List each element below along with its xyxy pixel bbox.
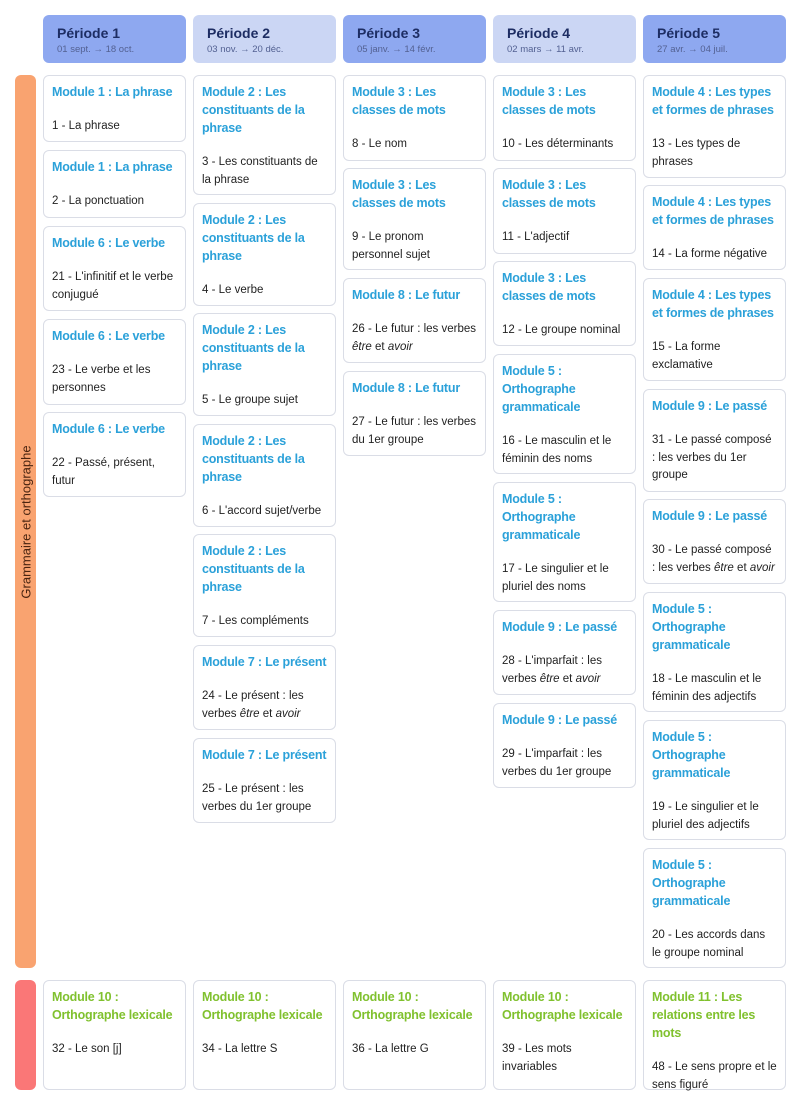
lesson-text: et (562, 672, 573, 685)
lesson-title (502, 136, 627, 154)
lesson-text: 28 - L'imparfait : les verbes (502, 655, 602, 685)
lesson-title (202, 282, 327, 300)
lesson-card[interactable] (493, 354, 636, 474)
lesson-card[interactable] (493, 261, 636, 346)
lesson-text: 48 - Le sens propre et le sens figuré (652, 1061, 777, 1091)
lesson-text: 12 - Le groupe nominal (502, 324, 621, 336)
period-name: Période 4 (507, 25, 571, 41)
lesson-text: 17 - Le singulier et le pluriel des noms (502, 563, 609, 593)
lesson-card[interactable] (43, 75, 186, 142)
period-header-5[interactable] (643, 15, 786, 63)
lesson-title (52, 362, 177, 397)
lesson-text: 15 - La forme exclamative (652, 341, 721, 371)
period-dates: 01 sept. → 18 oct. (57, 44, 135, 55)
lesson-title (352, 1041, 477, 1059)
period-name: Période 2 (207, 25, 271, 41)
module-title: Module 3 : Les classes de mots (352, 85, 446, 117)
lesson-title (202, 154, 327, 189)
module-title: Module 2 : Les constituants de la phrase (202, 544, 305, 594)
module-title: Module 10 : Orthographe lexicale (502, 990, 623, 1022)
module-title: Module 10 : Orthographe lexicale (52, 990, 173, 1022)
lesson-card[interactable] (643, 278, 786, 381)
lesson-text: 13 - Les types de phrases (652, 138, 741, 168)
module-title: Module 3 : Les classes de mots (502, 85, 596, 117)
lesson-card[interactable] (43, 150, 186, 218)
domain-bar-lexical (15, 980, 36, 1090)
period-name: Période 1 (57, 25, 121, 41)
lesson-title (652, 542, 777, 577)
lesson-title (502, 653, 627, 688)
lesson-card[interactable] (643, 185, 786, 270)
lesson-card[interactable] (193, 534, 336, 637)
lesson-title (652, 927, 777, 962)
lesson-text: 3 - Les constituants de la phrase (202, 156, 318, 186)
module-title: Module 1 : La phrase (52, 160, 173, 174)
lesson-text: 36 - La lettre G (352, 1043, 429, 1055)
module-title: Module 5 : Orthographe grammaticale (652, 730, 731, 780)
lesson-text: 25 - Le présent : les verbes du 1er groupe (202, 783, 312, 813)
lesson-text: 19 - Le singulier et le pluriel des adjectifs (652, 801, 759, 831)
module-title: Module 2 : Les constituants de la phrase (202, 85, 305, 135)
module-title: Module 5 : Orthographe grammaticale (652, 602, 731, 652)
period-name: Période 5 (657, 25, 721, 41)
module-title: Module 4 : Les types et formes de phrases (652, 288, 774, 320)
lesson-text: 27 - Le futur : les verbes du 1er groupe (352, 416, 477, 446)
lesson-title (652, 246, 777, 264)
lesson-title (652, 1059, 777, 1094)
lesson-card[interactable] (493, 980, 636, 1090)
lesson-card[interactable] (343, 980, 486, 1090)
module-title: Module 10 : Orthographe lexicale (352, 990, 473, 1022)
period-header-4[interactable] (493, 15, 636, 63)
lesson-card[interactable] (643, 389, 786, 492)
lesson-card[interactable] (43, 412, 186, 497)
lesson-verb-em: avoir (275, 707, 301, 720)
lesson-text: 29 - L'imparfait : les verbes du 1er groupe (502, 748, 612, 778)
lesson-card[interactable] (643, 980, 786, 1090)
lesson-text: 6 - L'accord sujet/verbe (202, 505, 322, 517)
period-dates: 27 avr. → 04 juil. (657, 44, 728, 55)
module-title: Module 3 : Les classes de mots (352, 178, 446, 210)
period-dates: 03 nov. → 20 déc. (207, 44, 284, 55)
lesson-card[interactable] (193, 75, 336, 195)
lesson-text: 32 - Le son [j] (52, 1043, 122, 1055)
lesson-card[interactable] (643, 848, 786, 968)
lesson-title (52, 1041, 177, 1059)
period-name: Période 3 (357, 25, 421, 41)
lesson-text: 22 - Passé, présent, futur (52, 457, 155, 487)
lesson-text: 11 - L'adjectif (502, 231, 570, 243)
module-title: Module 4 : Les types et formes de phrases (652, 195, 774, 227)
module-title: Module 6 : Le verbe (52, 236, 165, 250)
lesson-card[interactable] (193, 645, 336, 730)
lesson-text: 16 - Le masculin et le féminin des noms (502, 435, 612, 465)
lesson-text: 4 - Le verbe (202, 284, 264, 296)
module-title: Module 9 : Le passé (502, 620, 617, 634)
lesson-card[interactable] (193, 313, 336, 416)
lesson-title (502, 561, 627, 596)
lesson-text: 23 - Le verbe et les personnes (52, 364, 151, 394)
period-dates: 02 mars → 11 avr. (507, 44, 584, 55)
lesson-title (352, 414, 477, 449)
module-title: Module 9 : Le passé (502, 713, 617, 727)
lesson-card[interactable] (343, 278, 486, 363)
lesson-verb-em: avoir (575, 672, 601, 685)
lesson-title (652, 339, 777, 374)
module-title: Module 8 : Le futur (352, 381, 460, 395)
module-title: Module 4 : Les types et formes de phrases (652, 85, 774, 117)
module-title: Module 6 : Le verbe (52, 329, 165, 343)
domain-bar-grammaire (15, 75, 36, 968)
lesson-text: 34 - La lettre S (202, 1043, 278, 1055)
lesson-title (52, 269, 177, 304)
lesson-text: 2 - La ponctuation (52, 195, 145, 207)
lesson-card[interactable] (43, 226, 186, 311)
lesson-text: 21 - L'infinitif et le verbe conjugué (52, 271, 174, 301)
lesson-title (652, 136, 777, 171)
period-dates: 05 janv. → 14 févr. (357, 44, 436, 55)
module-title: Module 2 : Les constituants de la phrase (202, 213, 305, 263)
lesson-text: 5 - Le groupe sujet (202, 394, 298, 406)
lesson-title (502, 322, 627, 340)
module-title: Module 3 : Les classes de mots (502, 271, 596, 303)
module-title: Module 5 : Orthographe grammaticale (652, 858, 731, 908)
lesson-card[interactable] (193, 203, 336, 306)
lesson-title (652, 671, 777, 706)
lesson-card[interactable] (193, 738, 336, 823)
module-title: Module 7 : Le présent (202, 748, 327, 762)
lesson-title (652, 799, 777, 834)
lesson-verb-em: avoir (749, 561, 775, 574)
lesson-text: 1 - La phrase (52, 120, 120, 132)
lesson-text: 24 - Le présent : les verbes (202, 690, 304, 720)
module-title: Module 10 : Orthographe lexicale (202, 990, 323, 1022)
lesson-title (52, 455, 177, 490)
lesson-card[interactable] (643, 592, 786, 712)
lesson-title (202, 613, 327, 631)
lesson-text: 30 - Le passé composé : les verbes (652, 544, 772, 574)
lesson-card[interactable] (193, 980, 336, 1090)
lesson-card[interactable] (343, 168, 486, 270)
lesson-text: 14 - La forme négative (652, 248, 768, 260)
lesson-card[interactable] (343, 75, 486, 161)
module-title: Module 3 : Les classes de mots (502, 178, 596, 210)
lesson-text: 20 - Les accords dans le groupe nominal (652, 929, 766, 959)
lesson-text: et (737, 561, 747, 574)
lesson-title (202, 392, 327, 410)
period-header-1[interactable] (43, 15, 186, 63)
module-title: Module 2 : Les constituants de la phrase (202, 323, 305, 373)
lesson-text: 18 - Le masculin et le féminin des adjectifs (652, 673, 762, 703)
lesson-text: 10 - Les déterminants (502, 138, 614, 150)
module-title: Module 9 : Le passé (652, 509, 767, 523)
module-title: Module 1 : La phrase (52, 85, 173, 99)
module-title: Module 5 : Orthographe grammaticale (502, 492, 581, 542)
lesson-title (352, 321, 477, 356)
lesson-card[interactable] (43, 980, 186, 1090)
module-title: Module 5 : Orthographe grammaticale (502, 364, 581, 414)
lesson-title (352, 229, 477, 264)
lesson-title (502, 229, 627, 247)
lesson-card[interactable] (643, 499, 786, 584)
lesson-title (502, 746, 627, 781)
lesson-verb-em: être (539, 672, 560, 685)
lesson-title (352, 136, 477, 154)
module-title: Module 11 : Les relations entre les mots (652, 990, 756, 1040)
domain-label: Grammaire et orthographe (18, 444, 33, 599)
lesson-text: 39 - Les mots invariables (502, 1043, 572, 1073)
lesson-text: 9 - Le pronom personnel sujet (352, 231, 430, 261)
module-title: Module 9 : Le passé (652, 399, 767, 413)
lesson-title (502, 1041, 627, 1076)
lesson-card[interactable] (493, 482, 636, 602)
lesson-title (502, 433, 627, 468)
lesson-card[interactable] (493, 703, 636, 788)
lesson-text: 31 - Le passé composé : les verbes du 1er groupe (652, 434, 772, 481)
lesson-text: 8 - Le nom (352, 138, 407, 150)
period-header-3[interactable] (343, 15, 486, 63)
module-title: Module 6 : Le verbe (52, 422, 165, 436)
lesson-title (202, 781, 327, 816)
lesson-title (652, 432, 777, 485)
lesson-card[interactable] (343, 371, 486, 456)
lesson-text: et (262, 707, 273, 720)
lesson-card[interactable] (643, 75, 786, 178)
lesson-card[interactable] (643, 720, 786, 840)
lesson-verb-em: être (239, 707, 260, 720)
module-title: Module 7 : Le présent (202, 655, 327, 669)
lesson-verb-em: être (714, 561, 734, 574)
lesson-title (52, 118, 177, 136)
lesson-card[interactable] (493, 610, 636, 695)
lesson-text: et (375, 340, 385, 353)
lesson-text: 7 - Les compléments (202, 615, 309, 627)
lesson-title (202, 503, 327, 521)
lesson-card[interactable] (43, 319, 186, 405)
lesson-text: 26 - Le futur : les verbes (352, 323, 477, 335)
lesson-title (52, 193, 177, 211)
lesson-verb-em: être (352, 340, 372, 353)
lesson-verb-em: avoir (387, 340, 413, 353)
period-header-2[interactable] (193, 15, 336, 63)
lesson-card[interactable] (493, 168, 636, 254)
lesson-card[interactable] (193, 424, 336, 527)
module-title: Module 8 : Le futur (352, 288, 460, 302)
lesson-card[interactable] (493, 75, 636, 161)
module-title: Module 2 : Les constituants de la phrase (202, 434, 305, 484)
lesson-title (202, 688, 327, 723)
lesson-title (202, 1041, 327, 1059)
